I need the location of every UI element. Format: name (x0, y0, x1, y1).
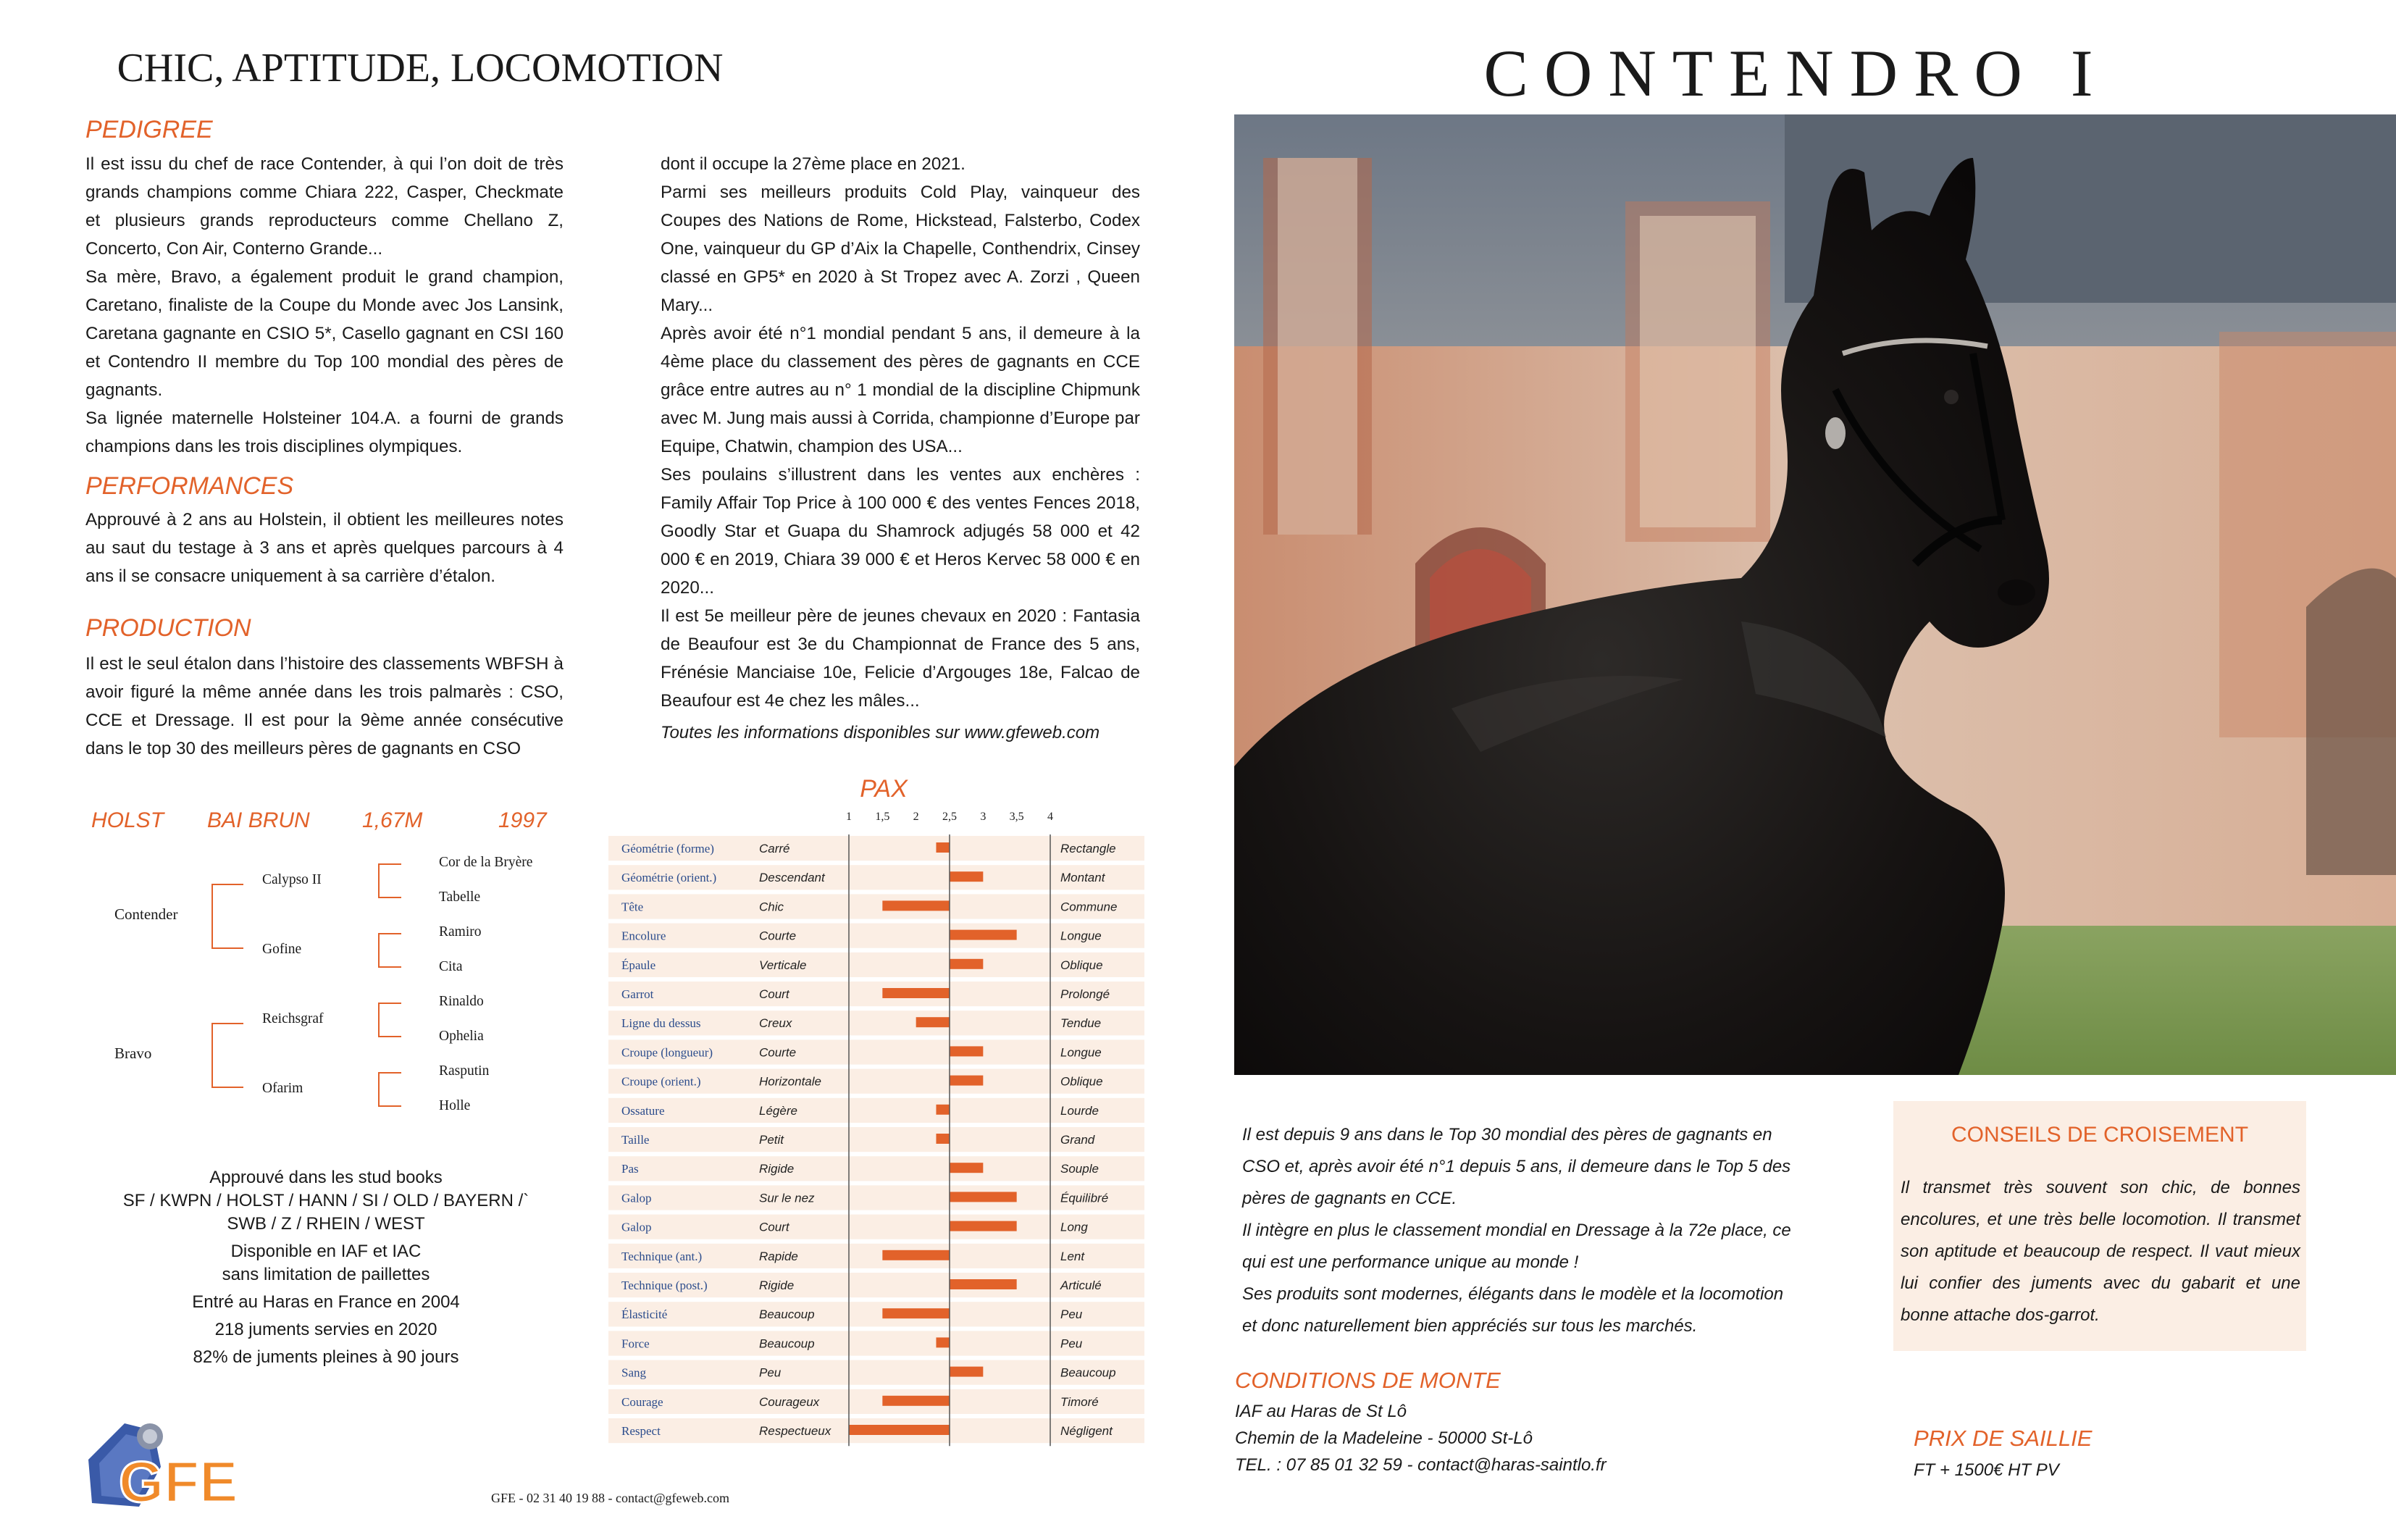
right-descriptor: Grand (1060, 1133, 1095, 1147)
right-descriptor: Lourde (1060, 1103, 1099, 1118)
left-descriptor: Respectueux (759, 1424, 832, 1438)
trait-label: Pas (621, 1162, 639, 1176)
address-line: Chemin de la Madeleine - 50000 St-Lô (1235, 1428, 1533, 1448)
score-bar (936, 1105, 950, 1115)
score-bar (950, 871, 983, 882)
left-descriptor: Chic (759, 900, 784, 914)
breeding-conditions-text (1235, 1398, 1607, 1478)
score-bar (950, 1192, 1017, 1202)
paragraph: dont il occupe la 27ème place en 2021. (661, 154, 965, 174)
score-bar (936, 1337, 950, 1347)
stud-fee-title: PRIX DE SAILLIE (1914, 1426, 2093, 1451)
crossbreeding-text: Il transmet très souvent son chic, de bonnes encolures, et une très belle locomotion. Il transmet son aptitude et beaucoup de respect. Il vaut mieux lui confier des juments avec du gabarit et une bonne attache dos-garrot. (1901, 1178, 2300, 1325)
score-bar (950, 1163, 983, 1173)
scale-tick-label: 2,5 (942, 811, 957, 823)
paragraph: Sa lignée maternelle Holsteiner 104.A. a fourni de grands champions dans les trois disciplines olympiques. (85, 409, 564, 456)
crossbreeding-title: CONSEILS DE CROISEMENT (1951, 1123, 2249, 1147)
score-bar (882, 988, 950, 998)
left-descriptor: Horizontale (759, 1074, 821, 1089)
right-descriptor: Timoré (1060, 1394, 1099, 1409)
pax-chart-title: PAX (860, 775, 908, 803)
right-descriptor: Commune (1060, 900, 1118, 914)
right-descriptor: Oblique (1060, 1074, 1103, 1089)
trait-label: Force (621, 1336, 650, 1351)
score-bar (950, 930, 1017, 940)
left-descriptor: Court (759, 1220, 789, 1234)
left-descriptor: Courageux (759, 1394, 820, 1409)
left-descriptor: Courte (759, 929, 797, 943)
performances-heading: PERFORMANCES (85, 472, 294, 500)
right-descriptor: Rectangle (1060, 842, 1116, 855)
horse-photo (1234, 114, 2396, 1075)
trait-label: Ligne du dessus (621, 1016, 701, 1031)
trait-label: Croupe (orient.) (621, 1074, 701, 1089)
trait-label: Galop (621, 1220, 652, 1234)
horse-name-title: CONTENDRO I (1483, 36, 2109, 110)
right-descriptor: Articulé (1060, 1279, 1102, 1292)
right-descriptor: Tendue (1060, 1016, 1102, 1031)
left-descriptor: Beaucoup (759, 1336, 815, 1351)
dam-sire: Reichsgraf (262, 1011, 324, 1026)
score-bar (882, 1396, 950, 1406)
score-bar (936, 842, 950, 853)
paragraph: Il intègre en plus le classement mondial en Dressage à la 72e place, ce qui est une performance unique au monde ! (1242, 1221, 1791, 1272)
right-descriptor: Prolongé (1060, 987, 1110, 1001)
paragraph: Approuvé à 2 ans au Holstein, il obtient les meilleures notes au saut du testage à 3 ans et après quelques parcours à 4 ans il se consacre uniquement à sa carrière d’étalon. (85, 510, 564, 586)
scale-tick-label: 3 (980, 811, 987, 823)
bracket (378, 933, 401, 968)
trait-label: Courage (621, 1394, 663, 1409)
approval-line: Approuvé dans les stud books SF / KWPN / HOLST / HANN / SI / OLD / BAYERN /` SWB / Z / RHEIN / WEST (122, 1168, 529, 1234)
paragraph: Sa mère, Bravo, a également produit le grand champion, Caretano, finaliste de la Coupe du Monde avec Jos Lansink, Caretana gagnante en CSIO 5*, Casello gagnant en CSI 160 et Contendro II membre du Top 100 mondial des pères de gagnants. (85, 267, 564, 400)
right-descriptor: Lent (1060, 1249, 1085, 1263)
score-bar (950, 959, 983, 969)
paragraph: Parmi ses meilleurs produits Cold Play, vainqueur des Coupes des Nations de Rome, Hickstead, Falsterbo, Codex One, vainqueur du GP d’Aix la Chapelle, Conthendrix, Cinsey classé en GP5* en 2020 à St Tropez avec A. Zorzi , Queen Mary... (661, 183, 1140, 315)
score-bar (950, 1367, 983, 1377)
ancestor: Cor de la Bryère (439, 855, 533, 870)
paragraph: Ses poulains s’illustrent dans les ventes aux enchères : Family Affair Top Price à 100 000 € des ventes Fences 2018, Goodly Star et Guapa du Shamrock adjugés 58 000 et 42 000 € en 2019, Chiara 39 000 € et Heros Kervec 58 000 € en 2020... (661, 465, 1140, 598)
bracket (211, 1023, 243, 1088)
right-descriptor: Négligent (1060, 1424, 1113, 1438)
contact-line: TEL. : 07 85 01 32 59 - contact@haras-saintlo.fr (1235, 1455, 1607, 1475)
paragraph: Il est le seul étalon dans l’histoire des classements WBFSH à avoir figuré la même année dans les trois palmarès : CSO, CCE et Dressage. Il est pour la 9ème année consécutive dans le top 30 des meilleurs pères de gagnants en CSO (85, 654, 564, 758)
trait-label: Élasticité (621, 1307, 668, 1322)
approval-line: Disponible en IAF et IAC sans limitation de paillettes (222, 1242, 430, 1284)
left-descriptor: Rigide (759, 1279, 795, 1292)
trait-label: Garrot (621, 987, 654, 1001)
pedigree-heading: PEDIGREE (85, 116, 213, 143)
sire-sire: Calypso II (262, 872, 322, 887)
left-descriptor: Courte (759, 1045, 797, 1060)
left-descriptor: Légère (759, 1103, 797, 1118)
right-descriptor: Équilibré (1060, 1191, 1109, 1205)
website-info-line: Toutes les informations disponibles sur www.gfeweb.com (661, 723, 1100, 742)
coat-color: BAI BRUN (207, 808, 310, 832)
stud-fee-value: FT + 1500€ HT PV (1914, 1460, 2059, 1480)
approval-line: Entré au Haras en France en 2004 (192, 1292, 460, 1312)
ancestor: Ophelia (439, 1029, 484, 1044)
gfe-logo (81, 1416, 255, 1514)
bracket (211, 884, 243, 949)
trait-label: Taille (621, 1133, 650, 1147)
ancestor: Holle (439, 1098, 471, 1113)
score-bar (950, 1046, 983, 1056)
trait-label: Géométrie (forme) (621, 842, 714, 855)
trait-label: Croupe (longueur) (621, 1045, 713, 1060)
scale-tick-label: 4 (1047, 811, 1053, 823)
birth-year: 1997 (498, 808, 547, 832)
left-descriptor: Verticale (759, 958, 807, 972)
approval-line: 218 juments servies en 2020 (214, 1320, 437, 1339)
left-descriptor: Rapide (759, 1249, 798, 1263)
left-descriptor: Descendant (759, 871, 825, 885)
pedigree-text (85, 150, 564, 461)
left-descriptor: Peu (759, 1365, 782, 1380)
stallion-summary-text (1242, 1119, 1793, 1342)
ancestor: Rasputin (439, 1063, 490, 1079)
approval-line: 82% de juments pleines à 90 jours (193, 1347, 459, 1367)
score-bar (950, 1076, 983, 1086)
right-descriptor: Peu (1060, 1307, 1083, 1322)
left-descriptor: Petit (759, 1133, 784, 1147)
pax-chart (608, 805, 1144, 1450)
footer-contact: GFE - 02 31 40 19 88 - contact@gfeweb.com (491, 1491, 730, 1505)
paragraph: Ses produits sont modernes, élégants dans le modèle et la locomotion et donc naturellement bien appréciés sur tous les marchés. (1242, 1284, 1784, 1336)
paragraph: Il est 5e meilleur père de jeunes chevaux en 2020 : Fantasia de Beaufour est 3e du Championnat de France des 5 ans, Frénésie Manciaise 10e, Felicie d’Argouges 18e, Falcao de Beaufour est 4e chez les mâles... (661, 606, 1140, 711)
right-descriptor: Longue (1060, 1045, 1102, 1060)
ancestor: Rinaldo (439, 994, 484, 1009)
left-descriptor: Rigide (759, 1162, 795, 1176)
middle-column-text (661, 150, 1140, 715)
right-descriptor: Oblique (1060, 958, 1103, 972)
trait-label: Sang (621, 1365, 646, 1380)
scale-tick-label: 1 (846, 811, 852, 823)
score-bar (950, 1221, 1017, 1231)
sire: Contender (114, 905, 178, 923)
score-bar (950, 1279, 1017, 1289)
trait-label: Épaule (621, 958, 656, 972)
score-bar (882, 900, 950, 911)
dam: Bravo (114, 1045, 152, 1062)
right-descriptor: Long (1060, 1220, 1088, 1234)
paragraph: Après avoir été n°1 mondial pendant 5 ans, il demeure à la 4ème place du classement des pères de gagnants en CCE grâce entre autres au n° 1 mondial de la discipline Chipmunk avec M. Jung mais aussi à Corrida, championne d’Europe par Equipe, Chatwin, champion des USA... (661, 324, 1140, 456)
ancestor: Cita (439, 959, 463, 974)
paragraph: Il est issu du chef de race Contender, à qui l’on doit de très grands champions comme Chiara 222, Casper, Checkmate et plusieurs grands reproducteurs comme Chellano Z, Concerto, Con Air, Conterno Grande... (85, 154, 564, 259)
paragraph: Il est depuis 9 ans dans le Top 30 mondial des pères de gagnants en CSO et, après avoir été n°1 depuis 5 ans, il demeure dans le Top 5 des pères de gagnants en CCE. (1242, 1125, 1791, 1208)
score-bar (882, 1250, 950, 1260)
dam-dam: Ofarim (262, 1081, 303, 1096)
performances-text (85, 506, 564, 590)
approvals-block (109, 1166, 543, 1373)
score-bar (936, 1134, 950, 1144)
score-bar (882, 1308, 950, 1318)
stud-book: HOLST (91, 808, 164, 832)
trait-label: Respect (621, 1424, 661, 1438)
right-descriptor: Peu (1060, 1336, 1083, 1351)
sire-dam: Gofine (262, 942, 302, 957)
bracket (378, 863, 401, 898)
left-descriptor: Carré (759, 842, 790, 855)
right-descriptor: Souple (1060, 1162, 1099, 1176)
scale-tick-label: 2 (913, 811, 919, 823)
bracket (378, 1072, 401, 1107)
left-descriptor: Court (759, 987, 789, 1001)
scale-tick-label: 3,5 (1009, 811, 1024, 823)
ancestor: Ramiro (439, 924, 482, 940)
right-descriptor: Beaucoup (1060, 1365, 1116, 1380)
scale-tick-label: 1,5 (875, 811, 890, 823)
trait-label: Ossature (621, 1103, 665, 1118)
left-descriptor: Beaucoup (759, 1307, 815, 1322)
address-line: IAF au Haras de St Lô (1235, 1402, 1407, 1421)
trait-label: Géométrie (orient.) (621, 871, 717, 885)
left-descriptor: Creux (759, 1016, 792, 1031)
trait-label: Tête (621, 900, 644, 914)
height: 1,67M (362, 808, 423, 832)
trait-label: Technique (ant.) (621, 1249, 703, 1263)
breeding-conditions-title: CONDITIONS DE MONTE (1235, 1368, 1501, 1393)
trait-label: Encolure (621, 929, 666, 943)
right-descriptor: Montant (1060, 871, 1105, 885)
production-heading: PRODUCTION (85, 614, 251, 642)
trait-label: Galop (621, 1191, 652, 1205)
left-descriptor: Sur le nez (759, 1191, 815, 1205)
ancestor: Tabelle (439, 890, 481, 905)
trait-label: Technique (post.) (621, 1279, 708, 1292)
left-page-title: CHIC, APTITUDE, LOCOMOTION (117, 46, 724, 91)
gfe-logo-text: GFE (119, 1449, 238, 1510)
score-bar (849, 1425, 950, 1435)
score-bar (916, 1017, 950, 1027)
right-descriptor: Longue (1060, 929, 1102, 943)
production-text (85, 650, 564, 763)
bracket (378, 1003, 401, 1037)
